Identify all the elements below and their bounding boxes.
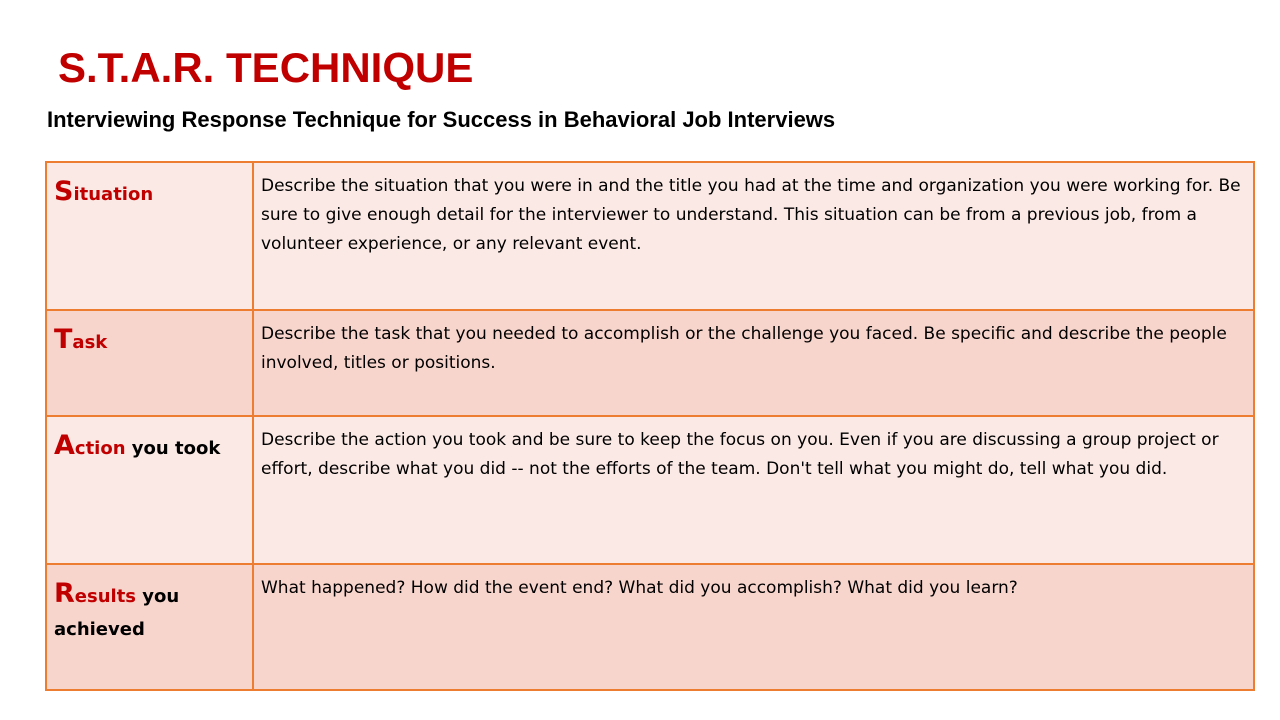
description-situation: Describe the situation that you were in and the title you had at the time and organization you were working for. Be sure to give enough detail for the interviewer to understand. This situation can be from a previous job, from a volunteer experience, or any relevant event.: [253, 162, 1254, 310]
label-extra: you took: [125, 438, 221, 459]
label-rest: esults: [74, 586, 137, 607]
description-action: Describe the action you took and be sure to keep the focus on you. Even if you are discussing a group project or effort, describe what you did -- not the efforts of the team. Don't tell what you might do, tell what you did.: [253, 416, 1254, 564]
page-title: S.T.A.R. TECHNIQUE: [58, 44, 474, 91]
page-subtitle: Interviewing Response Technique for Success in Behavioral Job Interviews: [47, 107, 836, 132]
label-rest: ask: [72, 332, 108, 353]
initial-letter: R: [54, 578, 75, 609]
star-table: [45, 161, 1255, 691]
label-action: [46, 416, 253, 564]
label-task: [46, 310, 253, 416]
label-situation: [46, 162, 253, 310]
label-extra: you achieved: [54, 586, 180, 640]
row-action: [46, 416, 1254, 564]
initial-letter: S: [54, 176, 74, 207]
description-results: What happened? How did the event end? What did you accomplish? What did you learn?: [253, 564, 1254, 690]
label-results: [46, 564, 253, 690]
description-task: Describe the task that you needed to accomplish or the challenge you faced. Be specific and describe the people involved, titles or positions.: [253, 310, 1254, 416]
label-rest: ction: [74, 438, 126, 459]
row-results: [46, 564, 1254, 690]
label-rest: ituation: [73, 184, 154, 205]
row-situation: [46, 162, 1254, 310]
initial-letter: T: [54, 324, 73, 355]
initial-letter: A: [54, 430, 75, 461]
row-task: [46, 310, 1254, 416]
